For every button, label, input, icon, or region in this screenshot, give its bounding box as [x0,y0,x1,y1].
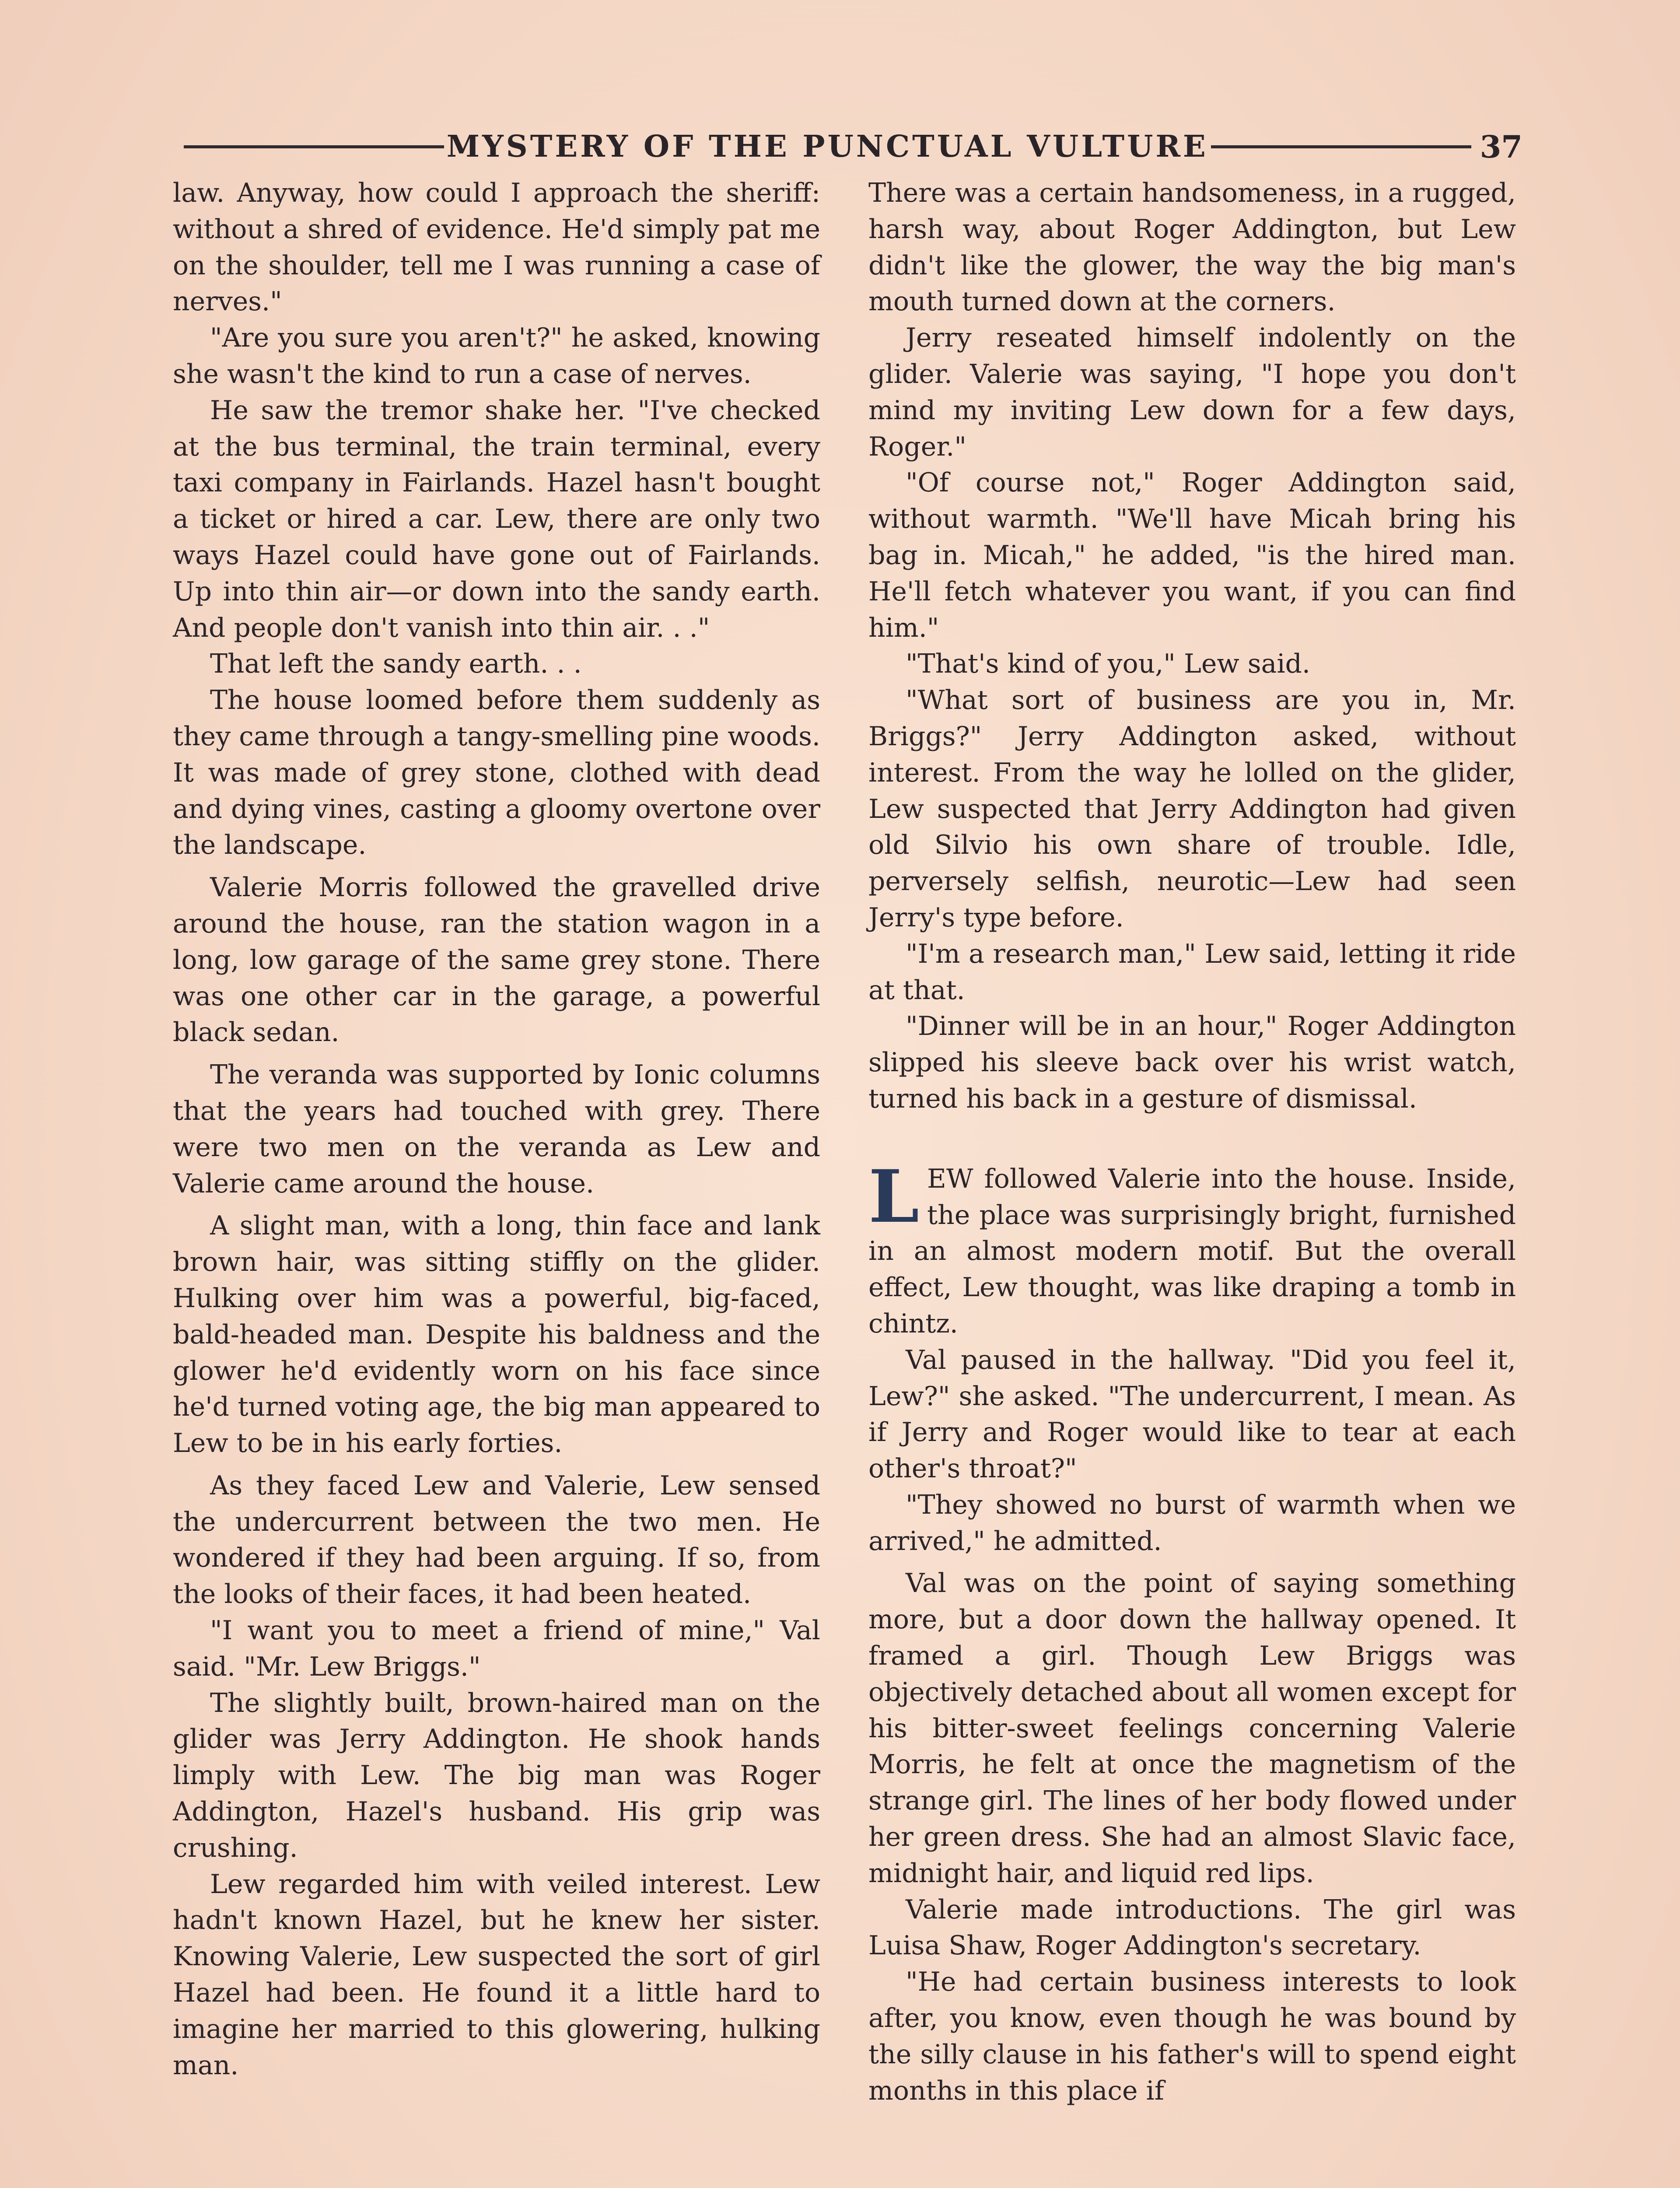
paragraph: Val was on the point of saying something more, but a door down the hallway opened. It framed a girl. Though Lew Briggs was objectively detached about all women except for his bitter-sweet feelings concerning Valerie Morris, he felt at once the magnetism of the strange girl. The lines of her body flowed under her green dress. She had an almost Slavic face, midnight hair, and liquid red lips. [868,1568,1516,1889]
drop-cap: L [868,1154,920,1239]
paragraph: "Dinner will be in an hour," Roger Addington slipped his sleeve back over his wrist watch, turned his back in a gesture of dismissal. [868,1011,1516,1114]
paragraph: law. Anyway, how could I approach the sheriff: without a shred of evidence. He'd simply pat me on the shoulder, tell me I was running a case of nerves." [173,178,820,317]
paragraph: Valerie made introductions. The girl was Luisa Shaw, Roger Addington's secretary. [868,1894,1516,1961]
paragraph: "I want you to meet a friend of mine," Val said. "Mr. Lew Briggs." [173,1615,820,1682]
paragraph: The slightly built, brown-haired man on the glider was Jerry Addington. He shook hands limply with Lew. The big man was Roger Addington, Hazel's husband. His grip was crushing. [173,1687,820,1863]
paragraph: "They showed no burst of warmth when we arrived," he admitted. [868,1489,1516,1557]
page-number: 37 [1480,128,1523,165]
paragraph: There was a certain handsomeness, in a rugged, harsh way, about Roger Addington, but Lew didn't like the glower, the way the big man's mouth turned down at the corners. [868,178,1516,317]
paragraph: "That's kind of you," Lew said. [906,649,1310,680]
paragraph: "Are you sure you aren't?" he asked, knowing she wasn't the kind to run a case of nerves. [173,323,820,389]
paragraph: Val paused in the hallway. "Did you feel it, Lew?" she asked. "The undercurrent, I mean. As if Jerry and Roger would like to tear at each other's throat?" [868,1344,1516,1484]
paragraph: Lew regarded him with veiled interest. Lew hadn't known Hazel, but he knew her sister. Knowing Valerie, Lew suspected the sort of girl Hazel had been. He found it a little hard to imagine her married to this glowering, hulking man. [173,1869,820,2081]
paragraph: Jerry reseated himself indolently on the glider. Valerie was saying, "I hope you don't mind my inviting Lew down for a few days, Roger." [868,323,1516,462]
running-title: MYSTERY OF THE PUNCTUAL VULTURE [446,129,1208,164]
paragraph: That left the sandy earth. . . [210,649,582,680]
header-rule-right [1211,145,1471,148]
section-opening-text: EW followed Valerie into the house. Inside, the place was surprisingly bright, furnished in an almost modern motif. But the overall effect, Lew thought, was like draping a tomb in chintz. [868,1163,1516,1339]
left-column [173,175,820,2083]
right-column [868,175,1516,2109]
paragraph: "Of course not," Roger Addington said, without warmth. "We'll have Micah bring his bag in. Micah," he added, "is the hired man. He'll fetch whatever you want, if you can find him." [868,467,1516,643]
paragraph: The veranda was supported by Ionic columns that the years had touched with grey. There were two men on the veranda as Lew and Valerie came around the house. [173,1059,820,1199]
paragraph: The house loomed before them suddenly as they came through a tangy-smelling pine woods. It was made of grey stone, clothed with dead and dying vines, casting a gloomy overtone over the landscape. [173,685,820,861]
header-rule-left [184,145,444,148]
paragraph: A slight man, with a long, thin face and lank brown hair, was sitting stiffly on the glider. Hulking over him was a powerful, big-faced, bald-headed man. Despite his baldness and the glower he'd evidently worn on his face since he'd turned voting age, the big man appeared to Lew to be in his early forties. [173,1210,820,1459]
paragraph: "I'm a research man," Lew said, letting it ride at that. [868,938,1516,1006]
paragraph: As they faced Lew and Valerie, Lew sensed the undercurrent between the two men. He wondered if they had been arguing. If so, from the looks of their faces, it had been heated. [173,1470,820,1610]
paragraph: "What sort of business are you in, Mr. Briggs?" Jerry Addington asked, without interest. From the way he lolled on the glider, Lew suspected that Jerry Addington had given old Silvio his own share of trouble. Idle, perversely selfish, neurotic—Lew had seen Jerry's type before. [868,685,1516,933]
paragraph: "He had certain business interests to look after, you know, even though he was bound by the silly clause in his father's will to spend eight months in this place if [868,1967,1516,2106]
section-opening-paragraph [868,1154,1516,1342]
running-header [184,127,1522,166]
paragraph: He saw the tremor shake her. "I've checked at the bus terminal, the train terminal, every taxi company in Fairlands. Hazel hasn't bought a ticket or hired a car. Lew, there are only two ways Hazel could have gone out of Fairlands. Up into thin air—or down into the sandy earth. And people don't vanish into thin air. . ." [173,395,820,643]
paragraph: Valerie Morris followed the gravelled drive around the house, ran the station wagon in a long, low garage of the same grey stone. There was one other car in the garage, a powerful black sedan. [173,872,820,1048]
